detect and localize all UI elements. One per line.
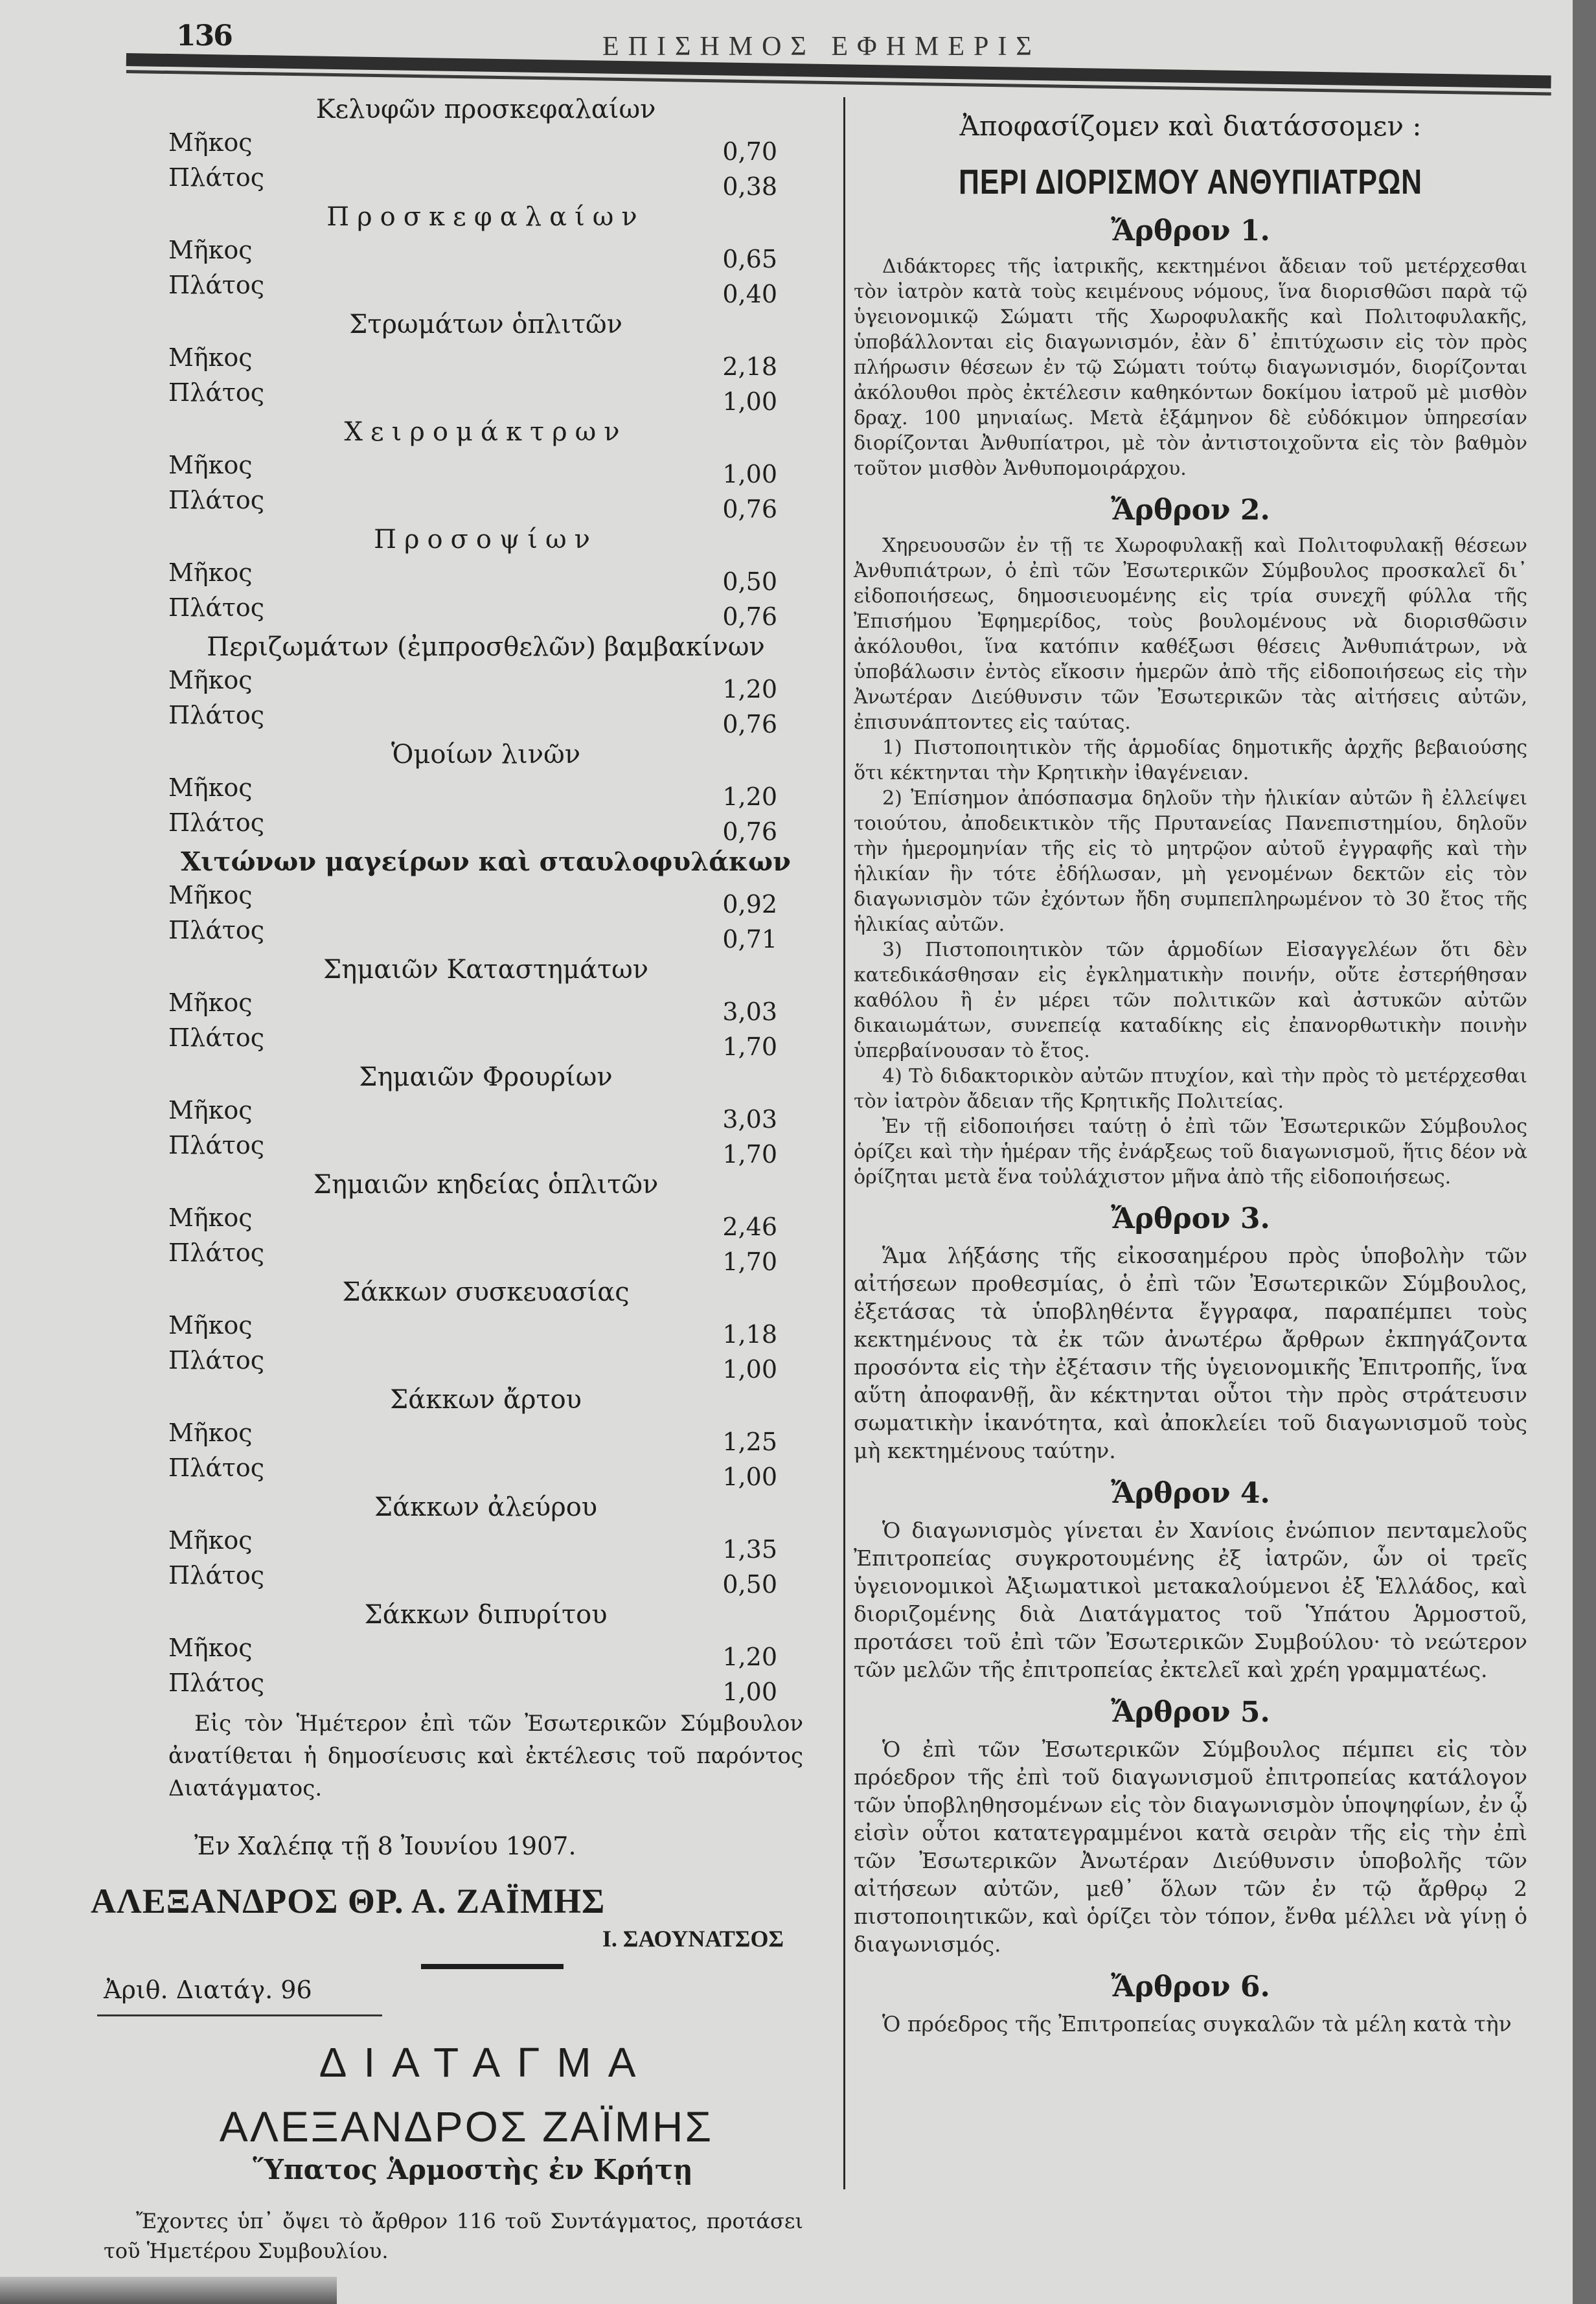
- spec-row: [168, 378, 803, 416]
- spec-label: Πλάτος: [168, 378, 265, 407]
- article-section: [854, 1471, 1527, 1683]
- spec-block: [168, 198, 803, 306]
- spec-value: 1,35: [722, 1535, 777, 1564]
- date-line: Ἐν Χαλέπᾳ τῇ 8 Ἰουνίου 1907.: [194, 1832, 576, 1860]
- article-heading: Ἄρθρον 2.: [1111, 494, 1270, 527]
- spec-row: [168, 1096, 803, 1134]
- spec-label: Πλάτος: [168, 1346, 265, 1374]
- spec-label: Πλάτος: [168, 1669, 265, 1697]
- decree-title: ΔΙΑΤΑΓΜΑ: [319, 2039, 653, 2086]
- spec-value: 1,00: [722, 1678, 777, 1706]
- spec-label: Πλάτος: [168, 701, 265, 729]
- spec-value: 0,76: [722, 817, 777, 846]
- spec-row: [168, 593, 803, 631]
- spec-label: Πλάτος: [168, 1561, 265, 1590]
- right-column: [854, 104, 1527, 2038]
- article-section: [854, 1690, 1527, 1958]
- decree-reference-number: Ἀριθ. Διατάγ. 96: [104, 1976, 312, 2004]
- spec-row: [168, 1634, 803, 1669]
- article-paragraph: 2) Ἐπίσημον ἀπόσπασμα δηλοῦν τὴν ἡλικίαν αὐτῶν ἢ ἐλλείψει τοιούτου, ἀποδεικτικὸν τῆς Πρυτανείας Πανεπιστημίου, δηλοῦν τὴν ἡμερομηνίαν τῆς εἰς τὸ μητρῷον αὐτοῦ ἐγγραφῆς καὶ τὴν ἡλικίαν ἣν τότε ἐδήλωσαν, μὴ γενομένων δεκτῶν εἰς τὸν διαγωνισμὸν τῶν ἐχόντων ἤδη συμπεπληρωμένον τὸ 30 ἔτος τῆς ἡλικίας αὐτῶν.: [854, 787, 1527, 936]
- spec-value: 0,65: [722, 245, 777, 273]
- article-paragraph: 1) Πιστοποιητικὸν τῆς ἁρμοδίας δημοτικῆς ἀρχῆς βεβαιούσης ὅτι κέκτηνται τὴν Κρητικὴν ἰθαγένειαν.: [854, 736, 1527, 784]
- spec-label: Μῆκος: [168, 1526, 253, 1555]
- spec-value: 3,03: [722, 998, 777, 1026]
- spec-block: [168, 413, 803, 521]
- spec-title: Σημαιῶν κηδείας ὁπλιτῶν: [313, 1170, 659, 1200]
- page-number: 136: [176, 19, 232, 52]
- spec-value: 0,50: [722, 567, 777, 596]
- spec-block: [168, 1058, 803, 1169]
- spec-row: [168, 1203, 803, 1241]
- spec-row: [168, 558, 803, 596]
- spec-label: Πλάτος: [168, 916, 265, 944]
- closing-paragraph: Εἰς τὸν Ἡμέτερον ἐπὶ τῶν Ἐσωτερικῶν Σύμβουλον ἀνατίθεται ἡ δημοσίευσις καὶ ἐκτέλεσις τοῦ παρόντος Διατάγματος.: [168, 1711, 803, 1801]
- spec-value: 1,00: [722, 1463, 777, 1491]
- spec-value: 0,38: [722, 172, 777, 201]
- spec-value: 0,40: [722, 280, 777, 308]
- spec-title: Χιτώνων μαγείρων καὶ σταυλοφυλάκων: [181, 847, 791, 877]
- article-section: [854, 1965, 1527, 2038]
- spec-title: Σημαιῶν Καταστημάτων: [323, 955, 649, 985]
- spec-value: 3,03: [722, 1105, 777, 1134]
- spec-row: [168, 451, 803, 486]
- article-paragraph: Διδάκτορες τῆς ἰατρικῆς, κεκτημένοι ἄδειαν τοῦ μετέρχεσθαι τὸν ἰατρὸν κατὰ τοὺς κειμένους νόμους, ἵνα διορισθῶσι παρὰ τῷ ὑγειονομικῷ Σώματι τῆς Χωροφυλακῆς καὶ Πολιτοφυλακῆς, ὑποβάλλονται εἰς διαγωνισμόν, ἐὰν δ᾿ ἐπιτύχωσιν εἰς τὸν πρὸς πλήρωσιν θέσεων ἐν τῷ Σώματι τούτῳ διαγωνισμόν, διορίζονται ἀκόλουθοι πρὸς ἐκτέλεσιν καθηκόντων δοκίμου ἰατροῦ μὲ μισθὸν δραχ. 100 μηνιαίως. Μετὰ ἑξάμηνον δὲ εὐδόκιμον ὑπηρεσίαν διορίζονται Ἀνθυπίατροι, μὲ τὸν ἀντιστοιχοῦντα εἰς τὸν βαθμὸν τοῦτον μισθὸν Ἀνθυπομοιράρχου.: [854, 255, 1527, 480]
- article-heading: Ἄρθρον 4.: [1111, 1477, 1270, 1510]
- spec-value: 2,18: [722, 352, 777, 381]
- spec-label: Μῆκος: [168, 1634, 253, 1662]
- spec-value: 0,71: [722, 925, 777, 953]
- spec-label: Μῆκος: [168, 128, 253, 157]
- spec-value: 1,00: [722, 1355, 777, 1384]
- spec-title: Σάκκων ἄρτου: [390, 1385, 582, 1415]
- article-paragraph: 4) Τὸ διδακτορικὸν αὐτῶν πτυχίον, καὶ τὴν πρὸς τὸ μετέρχεσθαι τὸν ἰατρὸν ἄδειαν τῆς Κρητικῆς Πολιτείας.: [854, 1065, 1527, 1113]
- spec-value: 0,76: [722, 495, 777, 523]
- spec-block: [168, 1596, 803, 1704]
- spec-row: [168, 1346, 803, 1384]
- spec-block: [168, 306, 803, 416]
- spec-title: Χειρομάκτρων: [344, 417, 628, 447]
- article-paragraph: Χηρευουσῶν ἐν τῇ τε Χωροφυλακῇ καὶ Πολιτοφυλακῇ θέσεων Ἀνθυπιάτρων, ὁ ἐπὶ τῶν Ἐσωτερικῶν Σύμβουλος προσκαλεῖ δι᾿ εἰδοποιήσεως, δημοσιευομένης εἰς τρία συνεχῆ φύλλα τῆς Ἐπισήμου Ἐφημερίδος, τοὺς βουλομένους νὰ διορισθῶσιν ἀκόλουθοι, ἵνα κατόπιν καθέξωσι θέσεις Ἀνθυπιάτρων, νὰ ὑποβάλωσιν ἐντὸς εἴκοσιν ἡμερῶν ἀπὸ τῆς εἰδοποιήσεως εἰς τὴν Ἀνωτέραν Διεύθυνσιν τῶν Ἐσωτερικῶν τὰς αἰτήσεις αὐτῶν, ἐπισυνάπτοντες εἰς ταύτας.: [854, 534, 1527, 734]
- spec-row: [168, 1023, 803, 1061]
- spec-row: [168, 486, 803, 521]
- spec-label: Πλάτος: [168, 1131, 265, 1159]
- spec-row: [168, 1131, 803, 1169]
- spec-title: Περιζωμάτων (ἐμπροσθελῶν) βαμβακίνων: [207, 632, 765, 662]
- spec-row: [168, 666, 803, 701]
- articles-list: [854, 209, 1527, 2038]
- article-paragraph: Ὁ διαγωνισμὸς γίνεται ἐν Χανίοις ἐνώπιον πενταμελοῦς Ἐπιτροπείας συγκροτουμένης ἐξ ἰατρῶν, ὧν οἱ τρεῖς ὑγειονομικοὶ Ἀξιωματικοὶ μετακαλούμενοι ἐξ Ἑλλάδος, καὶ διοριζομένης διὰ Διατάγματος τοῦ Ὑπάτου Ἁρμοστοῦ, προτάσει τοῦ ἐπὶ τῶν Ἐσωτερικῶν Συμβούλου· τὸ νεώτερον τῶν μελῶν τῆς ἐπιτροπείας ἐκτελεῖ καὶ χρέη γραμματέως.: [854, 1518, 1527, 1682]
- spec-title: Σάκκων συσκευασίας: [342, 1277, 630, 1307]
- decision-line: Ἀποφασίζομεν καὶ διατάσσομεν :: [959, 110, 1422, 142]
- spec-value: 1,70: [722, 1248, 777, 1276]
- spec-value: 1,20: [722, 1643, 777, 1671]
- spec-label: Μῆκος: [168, 773, 253, 802]
- spec-label: Μῆκος: [168, 558, 253, 587]
- spec-row: [168, 1454, 803, 1491]
- spec-title: Σάκκων ἀλεύρου: [374, 1492, 598, 1522]
- spec-value: 1,70: [722, 1032, 777, 1061]
- spec-value: 0,76: [722, 710, 777, 738]
- spec-title: Προσοψίων: [374, 525, 598, 554]
- section-separator: [421, 1964, 564, 1969]
- article-paragraph: Ἅμα λήξάσης τῆς εἰκοσαημέρου πρὸς ὑποβολὴν τῶν αἰτήσεων προθεσμίας, ὁ ἐπὶ τῶν Ἐσωτερικῶν Σύμβουλος, ἐξετάσας τὰ ὑποβληθέντα ἔγγραφα, παραπέμπει τοὺς κεκτημένους τὰ ἐκ τῶν ἀνωτέρω ἄρθρων ἐκπηγάζοντα προσόντα εἰς τὴν ἐξέτασιν τῆς ὑγειονομικῆς Ἐπιτροπῆς, ἵνα αὕτη ἀποφανθῇ, ἂν κέκτηνται οὗτοι τὴν πρὸς στράτευσιν σωματικὴν ἱκανότητα, καὶ ἀποκλείει τοῦ διαγωνισμοῦ τοὺς μὴ κεκτημένους ταύτην.: [854, 1243, 1527, 1463]
- article-paragraph: 3) Πιστοποιητικὸν τῶν ἁρμοδίων Εἰσαγγελέων ὅτι δὲν κατεδικάσθησαν εἰς ἐγκληματικὴν ποινήν, οὔτε ἐστερήθησαν καθόλου ἢ ἐν μέρει τῶν πολιτικῶν καὶ ἀστυκῶν αὐτῶν δικαιωμάτων, συνεπείᾳ καταδίκης εἰς ἐπανορθωτικὴν ποινὴν ὑπερβαίνουσαν τὸ ἔτος.: [854, 939, 1527, 1062]
- spec-row: [168, 236, 803, 271]
- spec-value: 1,18: [722, 1320, 777, 1349]
- left-column: [91, 91, 803, 2287]
- spec-block: [168, 91, 803, 201]
- spec-label: Πλάτος: [168, 593, 265, 622]
- spec-value: 1,70: [722, 1140, 777, 1169]
- spec-value: 1,20: [722, 675, 777, 703]
- article-paragraph: Ὁ πρόεδρος τῆς Ἐπιτροπείας συγκαλῶν τὰ μέλη κατὰ τὴν: [882, 2011, 1512, 2036]
- spec-block: [168, 736, 803, 846]
- spec-label: Μῆκος: [168, 343, 253, 372]
- spec-label: Μῆκος: [168, 666, 253, 694]
- spec-label: Πλάτος: [168, 163, 265, 192]
- article-heading: Ἄρθρον 5.: [1111, 1696, 1270, 1729]
- spec-value: 0,50: [722, 1570, 777, 1599]
- spec-block: [168, 1381, 803, 1491]
- article-paragraph: Ἐν τῇ εἰδοποιήσει ταύτῃ ὁ ἐπὶ τῶν Ἐσωτερικῶν Σύμβουλος ὁρίζει καὶ τὴν ἡμέραν τῆς ἐνάρξεως τοῦ διαγωνισμοῦ, ἥτις δέον νὰ ὁρίζηται μετὰ ἕνα τοὐλάχιστον μῆνα ἀπὸ τῆς εἰδοποιήσεως.: [854, 1115, 1527, 1189]
- spec-block: [168, 521, 803, 631]
- spec-row: [168, 163, 803, 201]
- spec-row: [168, 1238, 803, 1276]
- spec-value: 1,00: [722, 460, 777, 488]
- spec-row: [168, 1526, 803, 1564]
- decree-issuer-office: Ὕπατος Ἁρμοστὴς ἐν Κρήτῃ: [253, 2154, 693, 2185]
- masthead-title: ΕΠΙΣΗΜΟΣ ΕΦΗΜΕΡΙΣ: [602, 32, 1041, 62]
- spec-value: 1,25: [722, 1428, 777, 1456]
- spec-value: 0,92: [722, 890, 777, 918]
- scan-edge-shadow: [1573, 0, 1596, 2304]
- spec-row: [168, 1669, 803, 1704]
- spec-label: Μῆκος: [168, 1203, 253, 1232]
- spec-value: 0,76: [722, 602, 777, 631]
- dimension-spec-list: [168, 91, 803, 1704]
- spec-title: Σημαιῶν Φρουρίων: [359, 1062, 613, 1092]
- spec-row: [168, 1419, 803, 1454]
- spec-label: Μῆκος: [168, 988, 253, 1017]
- spec-label: Πλάτος: [168, 271, 265, 299]
- article-section: [854, 1196, 1527, 1465]
- spec-row: [168, 881, 803, 916]
- spec-title: Ὁμοίων λινῶν: [391, 740, 581, 770]
- article-section: [854, 209, 1527, 481]
- column-divider: [843, 97, 845, 2189]
- article-heading: Ἄρθρον 3.: [1111, 1202, 1270, 1235]
- spec-row: [168, 343, 803, 381]
- spec-row: [168, 808, 803, 846]
- spec-block: [168, 951, 803, 1061]
- spec-label: Πλάτος: [168, 808, 265, 837]
- spec-title: Στρωμάτων ὁπλιτῶν: [349, 310, 622, 339]
- spec-row: [168, 1311, 803, 1349]
- spec-value: 0,70: [722, 137, 777, 166]
- spec-label: Πλάτος: [168, 1454, 265, 1482]
- spec-label: Μῆκος: [168, 1419, 253, 1447]
- law-title: ΠΕΡΙ ΔΙΟΡΙΣΜΟΥ ΑΝΘΥΠΙΑΤΡΩΝ: [959, 163, 1422, 201]
- spec-row: [168, 128, 803, 166]
- spec-block: [168, 843, 803, 951]
- decree-issuer-name: ΑΛΕΞΑΝΔΡΟΣ ΖΑΪΜΗΣ: [219, 2103, 714, 2150]
- spec-label: Πλάτος: [168, 1238, 265, 1267]
- decree-preamble: Ἔχοντες ὑπ᾿ ὄψει τὸ ἄρθρον 116 τοῦ Συντάγματος, προτάσει τοῦ Ἡμετέρου Συμβουλίου.: [104, 2209, 803, 2263]
- spec-row: [168, 988, 803, 1026]
- spec-title: Σάκκων διπυρίτου: [364, 1600, 608, 1630]
- spec-row: [168, 773, 803, 811]
- spec-label: Μῆκος: [168, 1311, 253, 1340]
- spec-block: [168, 628, 803, 736]
- spec-block: [168, 1488, 803, 1599]
- spec-row: [168, 271, 803, 306]
- spec-label: Μῆκος: [168, 1096, 253, 1124]
- signature-councillor: Ι. ΣΑΟΥΝΑΤΣΟΣ: [602, 1926, 784, 1952]
- spec-title: Προσκεφαλαίων: [326, 202, 645, 232]
- spec-block: [168, 1166, 803, 1276]
- article-heading: Ἄρθρον 1.: [1111, 214, 1270, 247]
- spec-label: Πλάτος: [168, 1023, 265, 1052]
- article-heading: Ἄρθρον 6.: [1111, 1970, 1270, 2003]
- spec-label: Μῆκος: [168, 881, 253, 909]
- article-section: [854, 488, 1527, 1190]
- signature-high-commissioner: ΑΛΕΞΑΝΔΡΟΣ ΘΡ. Α. ΖΑΪΜΗΣ: [91, 1882, 606, 1921]
- spec-row: [168, 701, 803, 736]
- spec-block: [168, 1273, 803, 1384]
- spec-value: 2,46: [722, 1213, 777, 1241]
- spec-label: Μῆκος: [168, 451, 253, 479]
- spec-label: Πλάτος: [168, 486, 265, 514]
- spec-row: [168, 1561, 803, 1599]
- reference-underline: [97, 2014, 382, 2016]
- spec-label: Μῆκος: [168, 236, 253, 264]
- spec-row: [168, 916, 803, 951]
- spec-value: 1,20: [722, 782, 777, 811]
- spec-title: Κελυφῶν προσκεφαλαίων: [315, 95, 656, 124]
- article-paragraph: Ὁ ἐπὶ τῶν Ἐσωτερικῶν Σύμβουλος πέμπει εἰς τὸν πρόεδρον τῆς ἐπὶ τοῦ διαγωνισμοῦ ἐπιτροπείας κατάλογον τῶν ὑποβληθησομένων εἰς τὸν διαγωνισμὸν ὑποψηφίων, ἐν ᾧ εἰσὶν οὗτοι κατατεγραμμένοι κατὰ σειρὰν τῆς εἰς τὴν ἐπὶ τῶν Ἐσωτερικῶν Ἀνωτέραν Διεύθυνσιν ὑποβολῆς τῶν αἰτήσεων αὐτῶν, μεθ᾿ ὅλων τῶν ἐν τῷ ἄρθρῳ 2 πιστοποιητικῶν, καὶ ὁρίζει τὸν τόπον, ἔνθα μέλλει νὰ γίνῃ ὁ διαγωνισμός.: [854, 1737, 1527, 1957]
- spec-value: 1,00: [722, 387, 777, 416]
